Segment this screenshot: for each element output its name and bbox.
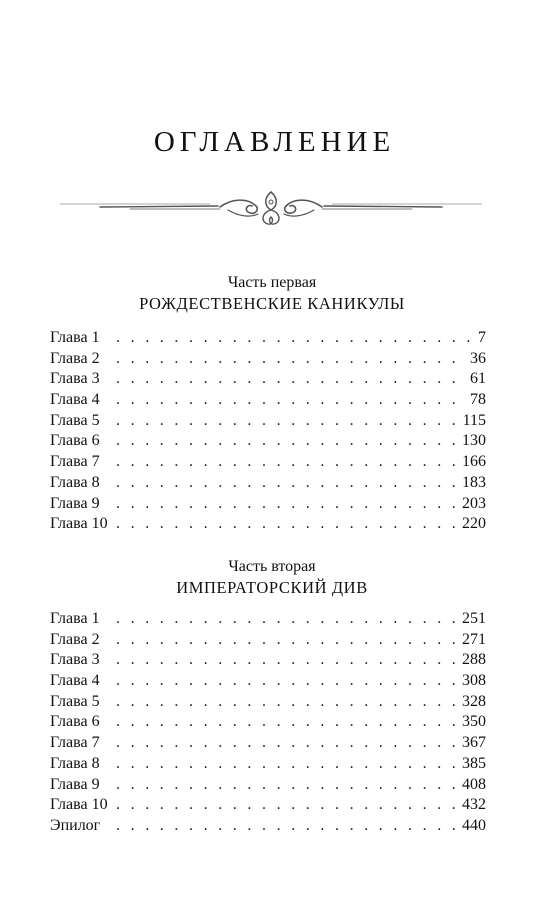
entry-page: 328 xyxy=(462,692,486,710)
toc-entry[interactable] xyxy=(50,514,486,535)
entry-label: Глава 1 xyxy=(50,329,100,346)
toc-entry[interactable] xyxy=(50,692,486,713)
part-name: ИМПЕРАТОРСКИЙ ДИВ xyxy=(176,578,368,597)
entry-label: Глава 8 xyxy=(50,473,100,491)
entry-page: 350 xyxy=(462,713,486,731)
entry-page: 308 xyxy=(462,672,486,690)
dot-leader xyxy=(116,328,474,349)
entry-label: Глава 6 xyxy=(50,432,100,450)
entry-page: 251 xyxy=(462,610,486,627)
entry-page: 385 xyxy=(462,754,486,772)
dot-leader xyxy=(116,609,458,630)
part-label: Часть первая xyxy=(227,274,317,291)
entry-page: 220 xyxy=(462,515,486,533)
entry-label: Глава 4 xyxy=(50,672,100,690)
dot-leader xyxy=(116,411,459,432)
toc-entry[interactable] xyxy=(50,349,486,370)
toc-entry[interactable] xyxy=(50,650,486,671)
dot-leader xyxy=(116,431,458,452)
entry-label: Глава 5 xyxy=(50,692,100,710)
dot-leader xyxy=(116,692,458,713)
dot-leader xyxy=(116,390,466,411)
entry-page: 78 xyxy=(470,391,486,409)
dot-leader xyxy=(116,452,458,473)
dot-leader xyxy=(116,630,458,651)
toc-entry[interactable] xyxy=(50,473,486,494)
entry-label: Глава 3 xyxy=(50,370,100,388)
entry-label: Эпилог xyxy=(50,816,101,834)
dot-leader xyxy=(116,775,458,796)
dot-leader xyxy=(116,712,458,733)
toc-entry[interactable] xyxy=(50,816,486,837)
toc-entry[interactable] xyxy=(50,411,486,432)
dot-leader xyxy=(116,514,458,535)
entry-page: 203 xyxy=(462,494,486,512)
part-name: РОЖДЕСТВЕНСКИЕ КАНИКУЛЫ xyxy=(139,294,405,313)
entry-label: Глава 2 xyxy=(50,349,100,367)
entry-label: Глава 6 xyxy=(50,713,100,731)
entry-page: 288 xyxy=(462,651,486,669)
entry-page: 271 xyxy=(462,630,486,648)
toc-entry[interactable] xyxy=(50,754,486,775)
entry-label: Глава 8 xyxy=(50,754,100,772)
entry-label: Глава 4 xyxy=(50,391,100,409)
entry-page: 61 xyxy=(470,370,486,388)
entry-page: 7 xyxy=(478,329,486,346)
dot-leader xyxy=(116,754,458,775)
entry-page: 367 xyxy=(462,734,486,752)
entry-page: 440 xyxy=(462,816,486,834)
toc-entry[interactable] xyxy=(50,733,486,754)
toc-entry[interactable] xyxy=(50,712,486,733)
entry-label: Глава 9 xyxy=(50,775,100,793)
part-heading-1 xyxy=(0,273,544,315)
entry-page: 166 xyxy=(462,453,486,471)
entry-page: 115 xyxy=(462,411,486,429)
dot-leader xyxy=(116,795,458,816)
dot-leader xyxy=(116,671,458,692)
entry-label: Глава 7 xyxy=(50,453,100,471)
dot-leader xyxy=(116,349,466,370)
entry-page: 36 xyxy=(470,349,486,367)
dot-leader xyxy=(116,369,466,390)
toc-entry[interactable] xyxy=(50,494,486,515)
entry-label: Глава 10 xyxy=(50,796,108,814)
toc-list-part-2 xyxy=(50,609,486,837)
toc-entry[interactable] xyxy=(50,775,486,796)
entry-label: Глава 7 xyxy=(50,734,100,752)
dot-leader xyxy=(116,733,458,754)
part-label: Часть вторая xyxy=(228,558,316,575)
entry-page: 183 xyxy=(462,473,486,491)
toc-entry[interactable] xyxy=(50,795,486,816)
entry-label: Глава 9 xyxy=(50,494,100,512)
dot-leader xyxy=(116,650,458,671)
entry-label: Глава 3 xyxy=(50,651,100,669)
entry-page: 432 xyxy=(462,796,486,814)
toc-entry[interactable] xyxy=(50,630,486,651)
dot-leader xyxy=(116,494,458,515)
toc-entry[interactable] xyxy=(50,431,486,452)
page-title: ОГЛАВЛЕНИЕ xyxy=(153,126,396,158)
entry-page: 408 xyxy=(462,775,486,793)
toc-entry[interactable] xyxy=(50,390,486,411)
part-heading-2 xyxy=(0,557,544,599)
toc-list-part-1 xyxy=(50,328,486,535)
toc-entry[interactable] xyxy=(50,369,486,390)
entry-label: Глава 2 xyxy=(50,630,100,648)
toc-entry[interactable] xyxy=(50,452,486,473)
entry-label: Глава 5 xyxy=(50,411,100,429)
dot-leader xyxy=(116,816,458,837)
entry-page: 130 xyxy=(462,432,486,450)
toc-entry[interactable] xyxy=(50,609,486,630)
dot-leader xyxy=(116,473,458,494)
entry-label: Глава 1 xyxy=(50,610,100,627)
flourish-divider-icon xyxy=(60,188,482,230)
entry-label: Глава 10 xyxy=(50,515,108,533)
toc-entry[interactable] xyxy=(50,671,486,692)
toc-entry[interactable] xyxy=(50,328,486,349)
